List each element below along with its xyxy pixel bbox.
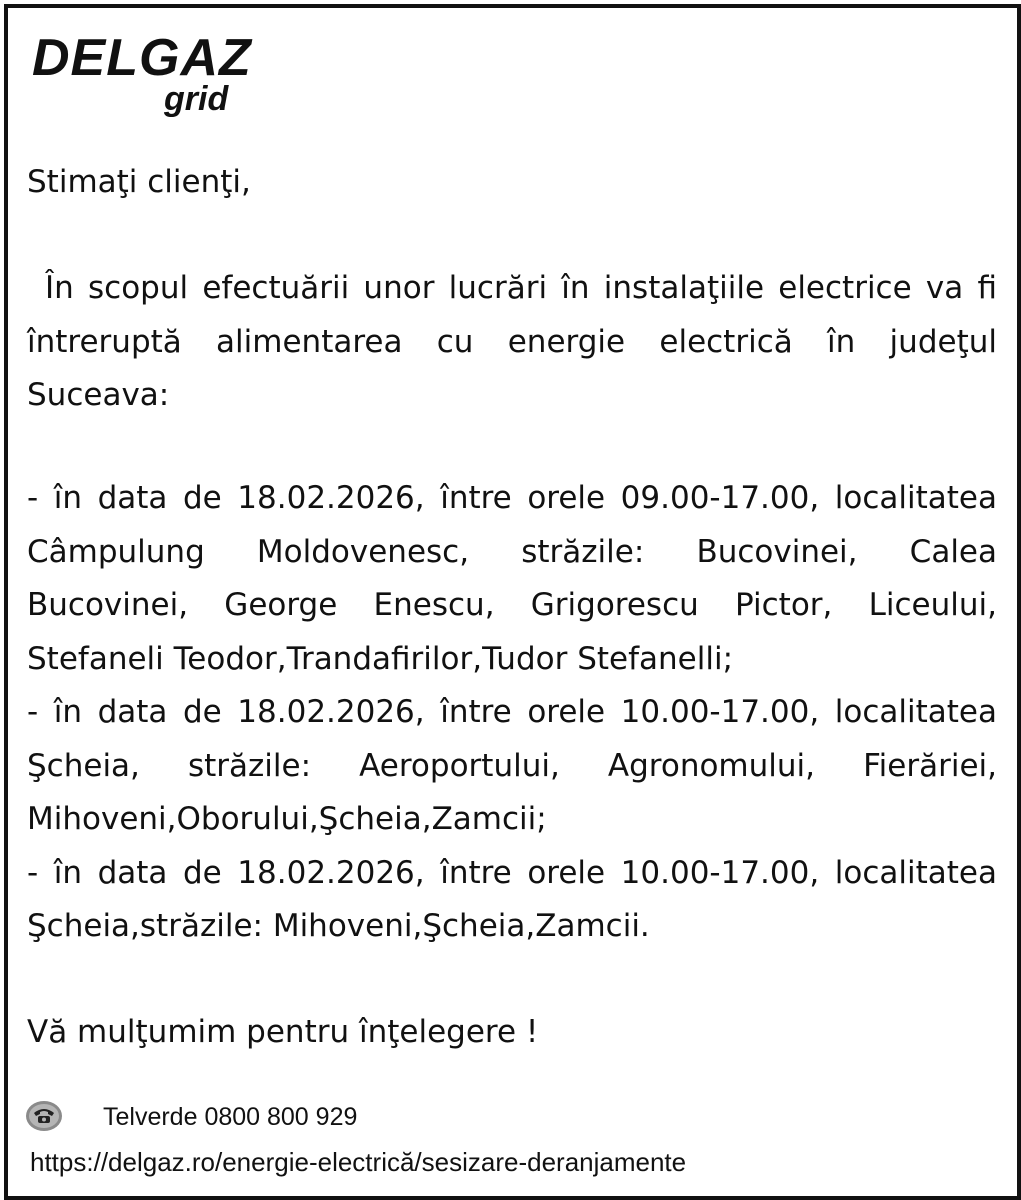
- outage-item: - în data de 18.02.2026, între orele 10.00-17.00, localitatea Şcheia,străzile: Mihoveni,Şcheia,Zamcii.: [27, 854, 997, 944]
- intro-paragraph: În scopul efectuării unor lucrări în instalaţiile electrice va fi întreruptă alimentarea cu energie electrică în judeţul Suceava:: [27, 270, 997, 413]
- report-url[interactable]: https://delgaz.ro/energie-electrică/sesizare-deranjamente: [30, 1147, 687, 1177]
- logo-main-text: DELGAZ: [32, 29, 252, 87]
- outage-list: [27, 472, 997, 954]
- contact-line: [25, 1097, 625, 1147]
- thanks-message: Vă mulţumim pentru înţelegere !: [27, 1014, 539, 1050]
- telephone-icon: [25, 1099, 63, 1133]
- outage-item: - în data de 18.02.2026, între orele 09.00-17.00, localitatea Câmpulung Moldovenesc, străzile: Bucovinei, Calea Bucovinei, George Enescu, Grigorescu Pictor, Liceului, Stefaneli Teodor,Trandafirilor,Tudor Stefanelli;: [27, 480, 997, 677]
- delgaz-grid-logo: [32, 30, 272, 125]
- logo-sub-text: grid: [164, 80, 229, 118]
- outage-item: - în data de 18.02.2026, între orele 10.00-17.00, localitatea Şcheia, străzile: Aeroportului, Agronomului, Fierăriei, Mihoveni,Oborului,Şcheia,Zamcii;: [27, 694, 997, 837]
- greeting: Stimaţi clienţi,: [27, 164, 251, 200]
- hotline-text: Telverde 0800 800 929: [103, 1103, 358, 1131]
